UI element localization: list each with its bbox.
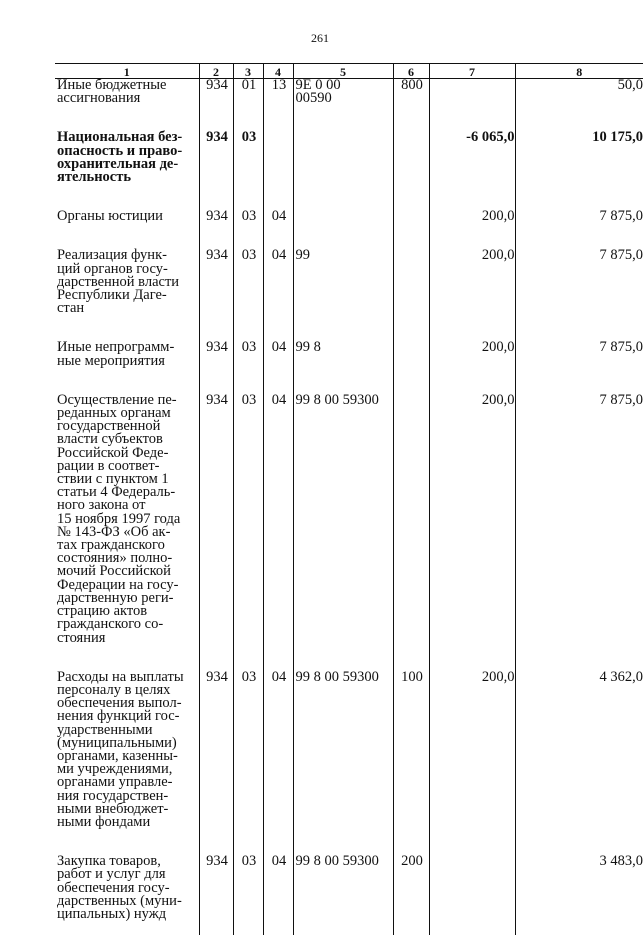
row-name-cell: Реализация функ- ций органов госу- дарственной власти Республики Даге- стан <box>55 249 199 341</box>
row-name-cell: Органы юстиции <box>55 210 199 249</box>
row-total-amount-cell: 7 875,0 <box>515 341 643 393</box>
row-target-article-cell <box>293 210 393 249</box>
row-expense-type-cell <box>393 210 429 249</box>
column-header-7: 7 <box>429 64 515 79</box>
row-name-cell: Национальная без- опасность и право- охранительная де- ятельность <box>55 131 199 210</box>
row-subsection-cell: 13 <box>263 79 293 132</box>
row-name-cell: Осуществление пе- реданных органам государственной власти субъектов Российской Феде- рации в соответ- ствии с пунктом 1 статьи 4 Федераль- ного закона от 15 ноября 1997 года № 143-ФЗ «Об ак- тах гражданского состояния» полно- мочий Российской Федерации на госу- дарственную реги- страцию актов гражданского со- стояния <box>55 394 199 671</box>
row-expense-type-cell <box>393 341 429 393</box>
column-header-6: 6 <box>393 64 429 79</box>
row-expense-type-cell <box>393 394 429 671</box>
row-section-cell: 01 <box>233 79 263 132</box>
row-expense-type-cell: 800 <box>393 79 429 132</box>
row-subsection-cell: 04 <box>263 394 293 671</box>
row-name-cell: Расходы на выплаты персоналу в целях обеспечения выпол- нения функций гос- ударственными (муниципальными) органами, казенны- ми учреждениями, органами управле- ния государствен- ными внебюджет- ными фондами <box>55 671 199 855</box>
row-code-cell: 934 <box>199 210 233 249</box>
row-change-amount-cell <box>429 855 515 935</box>
column-header-3: 3 <box>233 64 263 79</box>
row-code-cell: 934 <box>199 394 233 671</box>
row-section-cell: 03 <box>233 249 263 341</box>
budget-table <box>55 63 643 935</box>
column-header-5: 5 <box>293 64 393 79</box>
row-subsection-cell: 04 <box>263 341 293 393</box>
row-total-amount-cell: 7 875,0 <box>515 210 643 249</box>
row-section-cell: 03 <box>233 341 263 393</box>
row-code-cell: 934 <box>199 79 233 132</box>
table-row <box>55 79 643 132</box>
row-name-cell: Иные непрограмм- ные мероприятия <box>55 341 199 393</box>
row-total-amount-cell: 10 175,0 <box>515 131 643 210</box>
row-subsection-cell <box>263 131 293 210</box>
row-section-cell: 03 <box>233 671 263 855</box>
row-total-amount-cell: 50,0 <box>515 79 643 132</box>
row-target-article-cell: 99 8 00 59300 <box>293 671 393 855</box>
row-expense-type-cell: 100 <box>393 671 429 855</box>
table-row <box>55 341 643 393</box>
row-target-article-cell: 99 8 00 59300 <box>293 855 393 935</box>
row-subsection-cell: 04 <box>263 249 293 341</box>
row-subsection-cell: 04 <box>263 210 293 249</box>
row-total-amount-cell: 3 483,0 <box>515 855 643 935</box>
row-change-amount-cell: 200,0 <box>429 249 515 341</box>
table-row <box>55 855 643 935</box>
row-subsection-cell: 04 <box>263 671 293 855</box>
row-target-article-cell: 99 <box>293 249 393 341</box>
row-target-article-cell <box>293 131 393 210</box>
row-change-amount-cell: 200,0 <box>429 210 515 249</box>
row-section-cell: 03 <box>233 131 263 210</box>
row-code-cell: 934 <box>199 671 233 855</box>
column-header-4: 4 <box>263 64 293 79</box>
row-target-article-cell: 99 8 <box>293 341 393 393</box>
row-section-cell: 03 <box>233 855 263 935</box>
row-code-cell: 934 <box>199 131 233 210</box>
row-change-amount-cell <box>429 79 515 132</box>
table-row <box>55 394 643 671</box>
row-target-article-cell: 99 8 00 59300 <box>293 394 393 671</box>
row-section-cell: 03 <box>233 210 263 249</box>
row-name-cell: Закупка товаров, работ и услуг для обеспечения госу- дарственных (муни- ципальных) нужд <box>55 855 199 935</box>
row-change-amount-cell: 200,0 <box>429 341 515 393</box>
row-code-cell: 934 <box>199 341 233 393</box>
row-target-article-cell: 9Е 0 00 00590 <box>293 79 393 132</box>
table-row <box>55 131 643 210</box>
row-section-cell: 03 <box>233 394 263 671</box>
row-expense-type-cell <box>393 131 429 210</box>
row-code-cell: 934 <box>199 249 233 341</box>
row-total-amount-cell: 4 362,0 <box>515 671 643 855</box>
row-name-cell: Иные бюджетные ассигнования <box>55 79 199 132</box>
table-body <box>55 79 643 935</box>
table-row <box>55 671 643 855</box>
row-change-amount-cell: 200,0 <box>429 394 515 671</box>
row-total-amount-cell: 7 875,0 <box>515 394 643 671</box>
row-change-amount-cell: 200,0 <box>429 671 515 855</box>
row-subsection-cell: 04 <box>263 855 293 935</box>
column-header-2: 2 <box>199 64 233 79</box>
row-expense-type-cell: 200 <box>393 855 429 935</box>
table-row <box>55 210 643 249</box>
row-code-cell: 934 <box>199 855 233 935</box>
table-row <box>55 249 643 341</box>
row-expense-type-cell <box>393 249 429 341</box>
row-total-amount-cell: 7 875,0 <box>515 249 643 341</box>
row-change-amount-cell: -6 065,0 <box>429 131 515 210</box>
page-number: 261 <box>0 31 640 46</box>
column-header-1: 1 <box>55 64 199 79</box>
column-header-8: 8 <box>515 64 643 79</box>
